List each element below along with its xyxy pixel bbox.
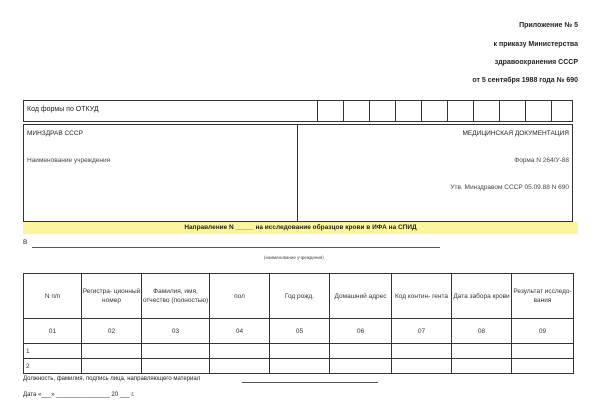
code-cell[interactable] (447, 101, 473, 121)
code-cell[interactable] (343, 101, 369, 121)
table-cell[interactable] (512, 344, 574, 359)
recipient-note: (наименование учреждения) (264, 255, 324, 260)
ministry-divider (297, 125, 298, 221)
recipient-field[interactable] (32, 247, 440, 248)
table-cell[interactable] (330, 359, 392, 374)
table-cell[interactable] (452, 359, 512, 374)
table-cell[interactable] (142, 359, 210, 374)
table-cell[interactable] (452, 344, 512, 359)
code-cell[interactable] (421, 101, 447, 121)
okud-code-box (23, 100, 573, 122)
ministry-reference: здравоохранения СССР (494, 59, 578, 66)
table-cell[interactable] (142, 344, 210, 359)
code-cell[interactable] (317, 101, 343, 121)
direction-title: Направление N _____ на исследование образцов крови в ИФА на СПИД (23, 222, 578, 234)
code-cell[interactable] (473, 101, 499, 121)
column-number: 02 (82, 319, 142, 344)
date-label: Дата «___» ________________ 20 ___ г. (23, 392, 135, 398)
institution-name-label: Наименование учреждения (27, 157, 111, 164)
column-header: N п/п (24, 274, 82, 319)
table-cell[interactable] (82, 344, 142, 359)
column-header: Фамилия, имя, отчество (полностью) (142, 274, 210, 319)
column-number-row (24, 319, 574, 344)
table-cell[interactable] (210, 344, 270, 359)
column-header: пол (210, 274, 270, 319)
column-number: 01 (24, 319, 82, 344)
table-row (24, 344, 574, 359)
table-cell[interactable] (330, 344, 392, 359)
okud-code-label: Код формы по ОТКУД (27, 106, 99, 113)
table-row (24, 359, 574, 374)
column-header: Результат исследо- вания (512, 274, 574, 319)
order-date: от 5 сентября 1988 года № 690 (472, 77, 578, 84)
table-cell[interactable] (270, 359, 330, 374)
order-reference: к приказу Министерства (493, 41, 578, 48)
column-header: Код контин- гента (392, 274, 452, 319)
table-cell[interactable] (512, 359, 574, 374)
approval-note: Утв. Минздравом СССР 05.09.88 N 690 (450, 184, 569, 191)
row-number: 1 (24, 344, 82, 359)
code-cell[interactable] (551, 101, 577, 121)
row-number: 2 (24, 359, 82, 374)
table-cell[interactable] (82, 359, 142, 374)
column-number: 04 (210, 319, 270, 344)
samples-table (23, 273, 574, 374)
column-header: Год рожд. (270, 274, 330, 319)
column-number: 09 (512, 319, 574, 344)
recipient-label: В (23, 239, 28, 246)
signature-field[interactable] (242, 382, 378, 383)
signature-label: Должность, фамилия, подпись лица, направляющего материал (23, 376, 201, 382)
column-header: Регистра- ционный номер (82, 274, 142, 319)
table-header-row (24, 274, 574, 319)
table-cell[interactable] (392, 359, 452, 374)
column-number: 08 (452, 319, 512, 344)
appendix-number: Приложение № 5 (519, 22, 578, 29)
ministry-block (23, 124, 573, 222)
code-cell[interactable] (369, 101, 395, 121)
column-number: 07 (392, 319, 452, 344)
form-number: Форма N 264/У-88 (514, 157, 569, 164)
column-header: Дата забора крови (452, 274, 512, 319)
column-header: Домашний адрес (330, 274, 392, 319)
table-cell[interactable] (392, 344, 452, 359)
code-cell[interactable] (395, 101, 421, 121)
ministry-title: МИНЗДРАВ СССР (27, 130, 83, 137)
column-number: 05 (270, 319, 330, 344)
medical-documentation-title: МЕДИЦИНСКАЯ ДОКУМЕНТАЦИЯ (462, 130, 569, 137)
column-number: 06 (330, 319, 392, 344)
code-cell[interactable] (499, 101, 525, 121)
column-number: 03 (142, 319, 210, 344)
code-cell[interactable] (525, 101, 551, 121)
table-cell[interactable] (210, 359, 270, 374)
table-cell[interactable] (270, 344, 330, 359)
